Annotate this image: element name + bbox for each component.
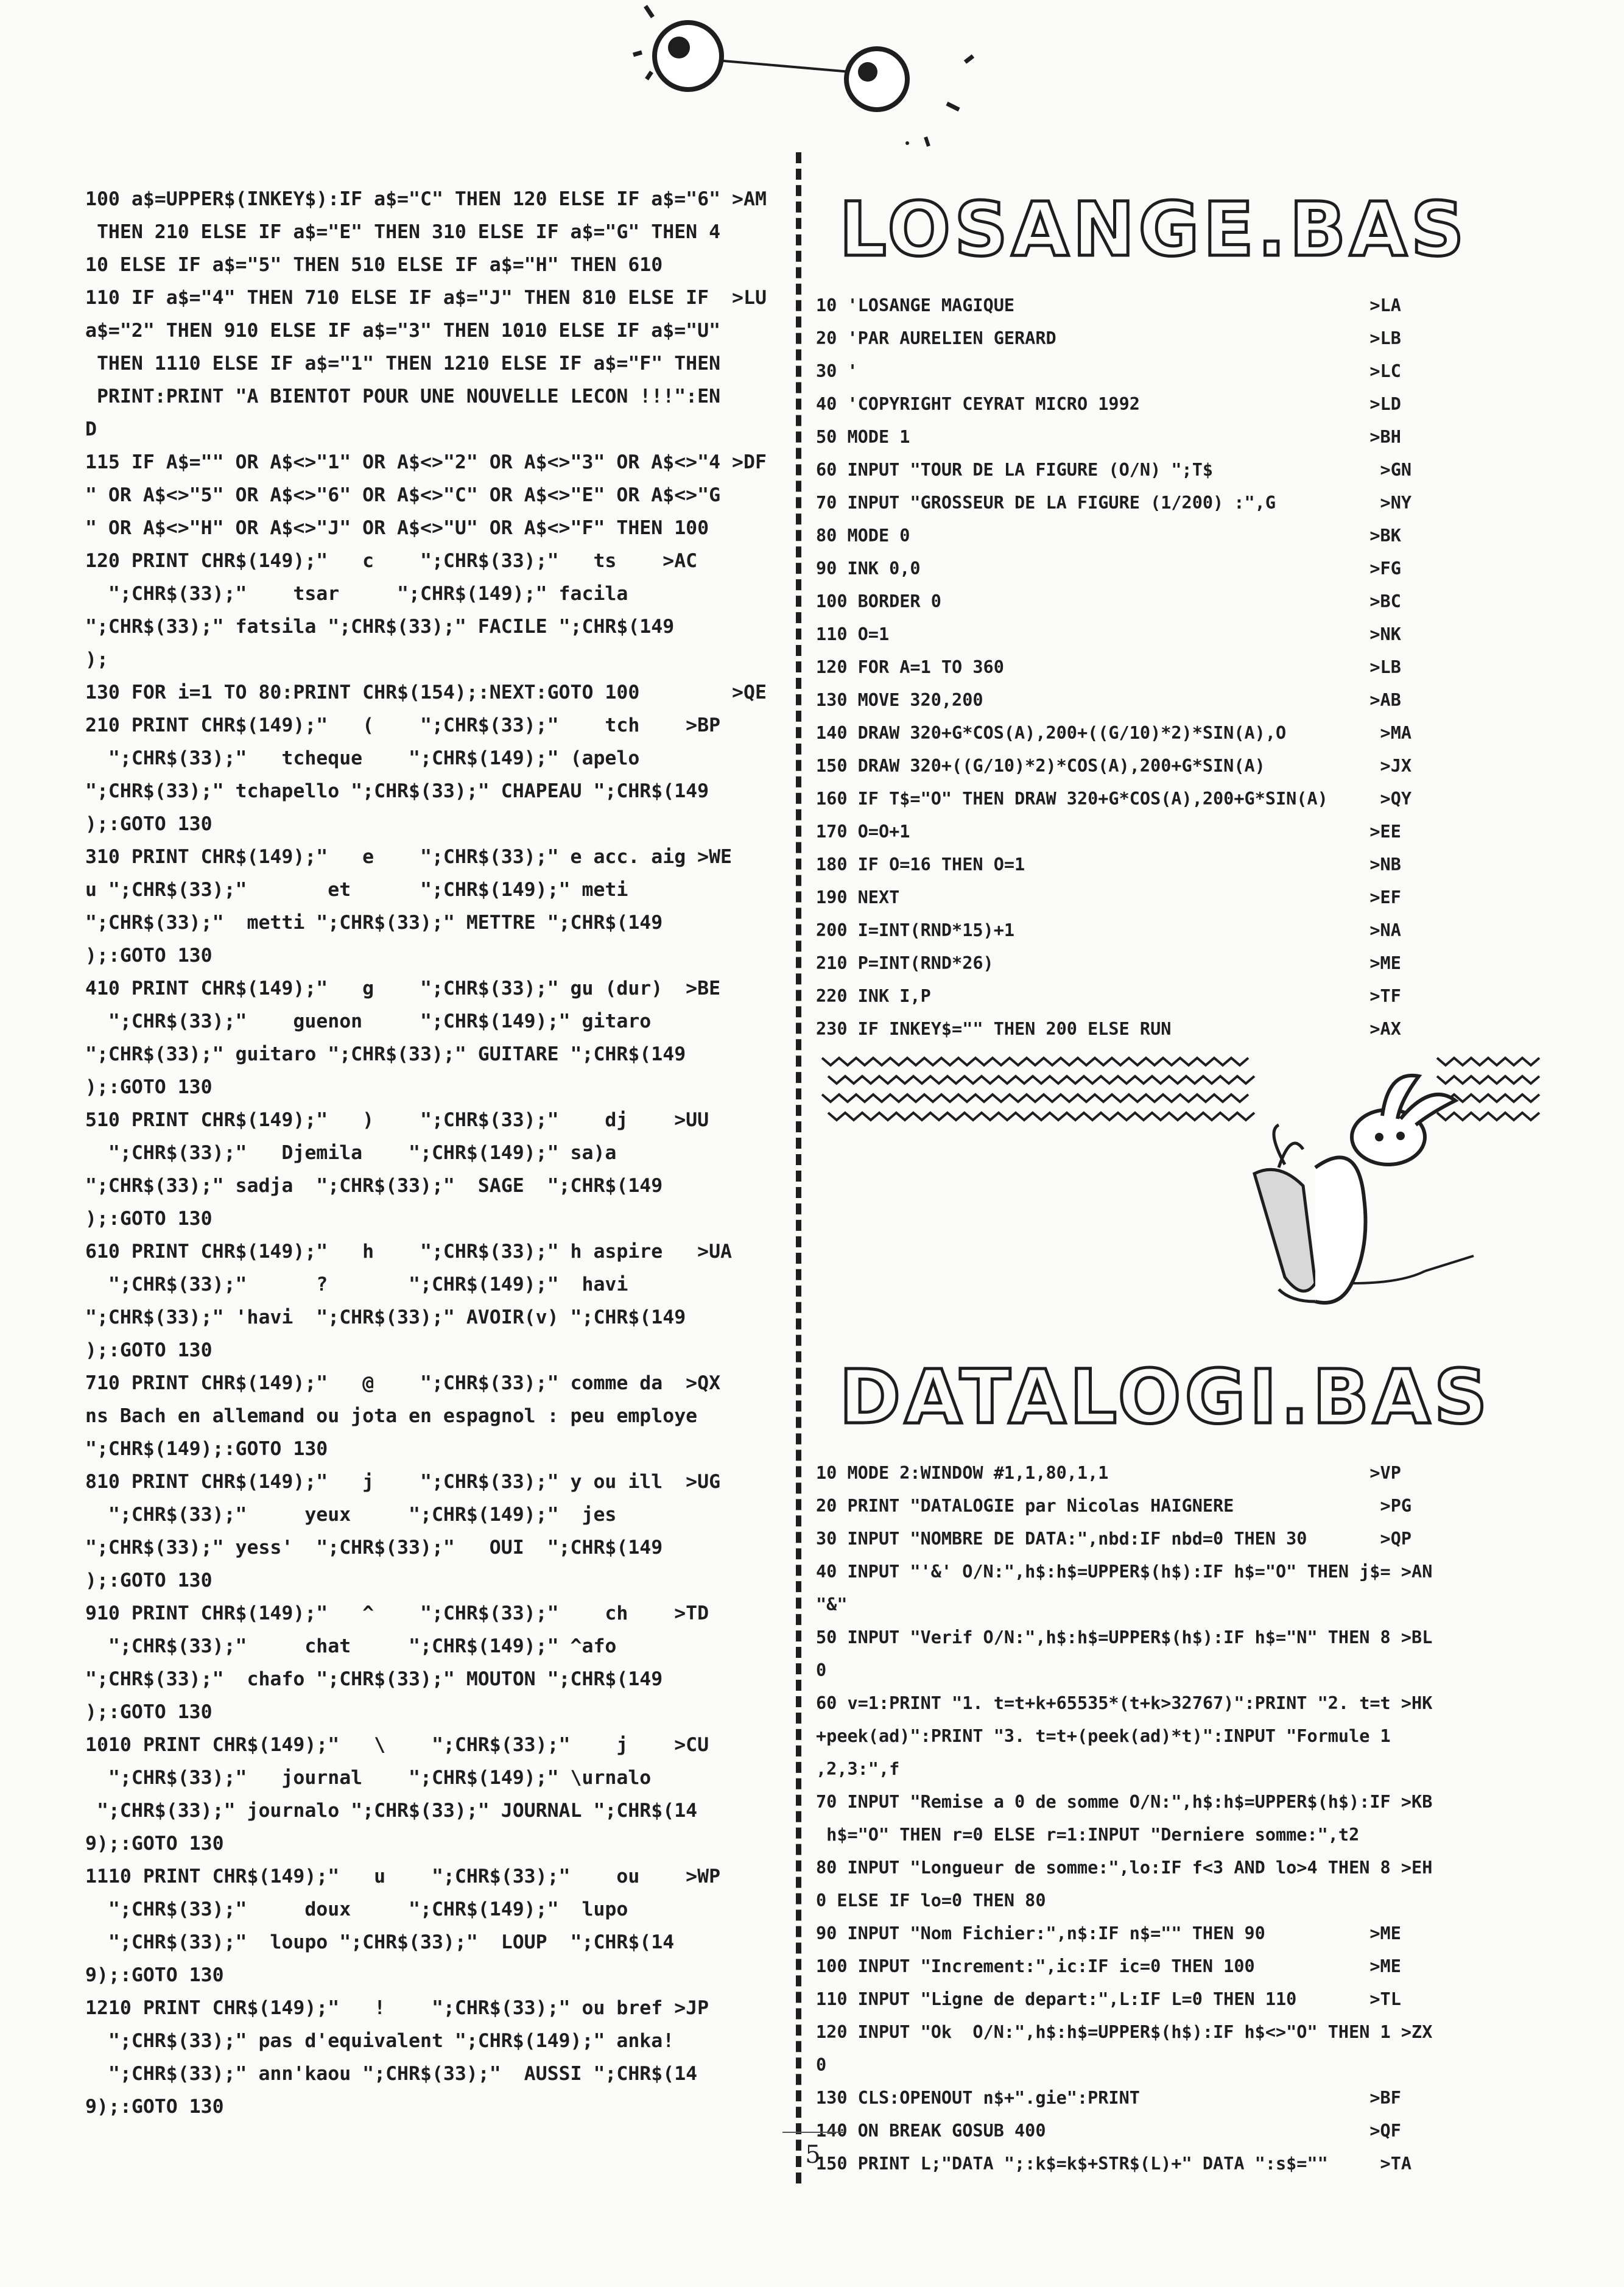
code-line: 910 PRINT CHR$(149);" ^ ";CHR$(33);" ch >TD (85, 1602, 709, 1624)
code-line: ";CHR$(149);:GOTO 130 (85, 1438, 328, 1460)
code-line: 80 MODE 0 >BK (816, 526, 1401, 546)
column-divider (796, 152, 801, 2183)
code-line: 9);:GOTO 130 (85, 1833, 224, 1855)
code-line: ";CHR$(33);" chafo ";CHR$(33);" MOUTON ";CHR$(149 (85, 1668, 663, 1690)
code-line: 200 I=INT(RND*15)+1 >NA (816, 920, 1401, 940)
code-line: 170 O=O+1 >EE (816, 822, 1401, 842)
code-line: " OR A$<>"H" OR A$<>"J" OR A$<>"U" OR A$<>"F" THEN 100 (85, 517, 709, 539)
planets-decoration (609, 0, 986, 152)
code-line: ";CHR$(33);" tchapello ";CHR$(33);" CHAPEAU ";CHR$(149 (85, 780, 709, 802)
code-line: 130 FOR i=1 TO 80:PRINT CHR$(154);:NEXT:GOTO 100 >QE (85, 682, 767, 703)
code-line: 0 (816, 1660, 827, 1680)
code-line: 510 PRINT CHR$(149);" ) ";CHR$(33);" dj >UU (85, 1109, 709, 1131)
code-line: ,2,3:",f (816, 1759, 900, 1779)
code-line: ";CHR$(33);" Djemila ";CHR$(149);" sa)a (85, 1142, 617, 1164)
code-line: ns Bach en allemand ou jota en espagnol : peu employe (85, 1405, 698, 1427)
code-line: 220 INK I,P >TF (816, 986, 1401, 1006)
code-line: 120 PRINT CHR$(149);" c ";CHR$(33);" ts >AC (85, 550, 698, 572)
rabbit-illustration (816, 1046, 1547, 1314)
code-line: 120 FOR A=1 TO 360 >LB (816, 657, 1401, 677)
code-line: 9);:GOTO 130 (85, 2096, 224, 2118)
code-line: 70 INPUT "GROSSEUR DE LA FIGURE (1/200) :",G >NY (816, 493, 1412, 513)
datalogi-title: DATALOGI.BAS (839, 1354, 1491, 1440)
rabbit-carrot-icon (816, 1046, 1547, 1314)
code-line: 30 ' >LC (816, 361, 1401, 381)
code-line: 180 IF O=16 THEN O=1 >NB (816, 855, 1401, 875)
code-line: 10 ELSE IF a$="5" THEN 510 ELSE IF a$="H" THEN 610 (85, 254, 663, 276)
code-line: ";CHR$(33);" pas d'equivalent ";CHR$(149);" anka! (85, 2030, 675, 2052)
code-line: 115 IF A$="" OR A$<>"1" OR A$<>"2" OR A$<>"3" OR A$<>"4 >DF (85, 451, 767, 473)
code-line: 110 IF a$="4" THEN 710 ELSE IF a$="J" THEN 810 ELSE IF >LU (85, 287, 767, 309)
code-line: ";CHR$(33);" sadja ";CHR$(33);" SAGE ";CHR$(149 (85, 1175, 663, 1197)
code-line: ";CHR$(33);" metti ";CHR$(33);" METTRE ";CHR$(149 (85, 912, 663, 934)
code-line: ); (85, 649, 108, 671)
code-line: ";CHR$(33);" guitaro ";CHR$(33);" GUITARE ";CHR$(149 (85, 1043, 686, 1065)
code-line: 100 a$=UPPER$(INKEY$):IF a$="C" THEN 120 ELSE IF a$="6" >AM (85, 188, 767, 210)
code-line: 230 IF INKEY$="" THEN 200 ELSE RUN >AX (816, 1019, 1401, 1039)
code-line: ";CHR$(33);" tsar ";CHR$(149);" facila (85, 583, 628, 605)
code-line: 140 DRAW 320+G*COS(A),200+((G/10)*2)*SIN(A),O >MA (816, 723, 1412, 743)
code-line: );:GOTO 130 (85, 1339, 213, 1361)
code-line: ";CHR$(33);" fatsila ";CHR$(33);" FACILE ";CHR$(149 (85, 616, 675, 638)
code-line: 40 'COPYRIGHT CEYRAT MICRO 1992 >LD (816, 394, 1401, 414)
code-line: a$="2" THEN 910 ELSE IF a$="3" THEN 1010 ELSE IF a$="U" (85, 320, 721, 342)
code-line: 1210 PRINT CHR$(149);" ! ";CHR$(33);" ou bref >JP (85, 1997, 709, 2019)
code-line: THEN 1110 ELSE IF a$="1" THEN 1210 ELSE IF a$="F" THEN (85, 353, 721, 375)
losange-title: LOSANGE.BAS (839, 186, 1468, 273)
code-line: PRINT:PRINT "A BIENTOT POUR UNE NOUVELLE LECON !!!":EN (85, 386, 721, 407)
code-line: ";CHR$(33);" yeux ";CHR$(149);" jes (85, 1504, 617, 1526)
code-line: ";CHR$(33);" journalo ";CHR$(33);" JOURNAL ";CHR$(14 (85, 1800, 698, 1822)
code-line: 70 INPUT "Remise a 0 de somme O/N:",h$:h$=UPPER$(h$):IF >KB (816, 1792, 1433, 1812)
page-number-rule (782, 2132, 843, 2133)
code-line: );:GOTO 130 (85, 813, 213, 835)
code-line: 0 ELSE IF lo=0 THEN 80 (816, 1891, 1046, 1911)
code-line: "&" (816, 1595, 848, 1615)
code-line: );:GOTO 130 (85, 945, 213, 967)
code-line: 100 BORDER 0 >BC (816, 591, 1401, 611)
code-line: 130 CLS:OPENOUT n$+".gie":PRINT >BF (816, 2088, 1401, 2108)
code-line: 610 PRINT CHR$(149);" h ";CHR$(33);" h aspire >UA (85, 1241, 733, 1263)
code-line: ";CHR$(33);" yess' ";CHR$(33);" OUI ";CHR$(149 (85, 1537, 663, 1559)
left-column (85, 183, 776, 2123)
code-line: ";CHR$(33);" chat ";CHR$(149);" ^afo (85, 1635, 617, 1657)
code-line: );:GOTO 130 (85, 1570, 213, 1591)
code-line: h$="O" THEN r=0 ELSE r=1:INPUT "Derniere somme:",t2 (816, 1825, 1360, 1845)
code-line: ";CHR$(33);" ann'kaou ";CHR$(33);" AUSSI ";CHR$(14 (85, 2063, 698, 2085)
code-line: 160 IF T$="O" THEN DRAW 320+G*COS(A),200+G*SIN(A) >QY (816, 789, 1412, 809)
code-line: ";CHR$(33);" guenon ";CHR$(149);" gitaro (85, 1010, 652, 1032)
code-line: 80 INPUT "Longueur de somme:",lo:IF f<3 AND lo>4 THEN 8 >EH (816, 1858, 1433, 1878)
code-line: 310 PRINT CHR$(149);" e ";CHR$(33);" e acc. aig >WE (85, 846, 733, 868)
code-line: 40 INPUT "'&' O/N:",h$:h$=UPPER$(h$):IF h$="O" THEN j$= >AN (816, 1562, 1433, 1582)
code-line: 110 INPUT "Ligne de depart:",L:IF L=0 THEN 110 >TL (816, 1989, 1401, 2009)
datalogi-listing (816, 1457, 1547, 2180)
code-line: 150 PRINT L;"DATA ";:k$=k$+STR$(L)+" DATA ":s$="" >TA (816, 2154, 1412, 2174)
code-line: 810 PRINT CHR$(149);" j ";CHR$(33);" y ou ill >UG (85, 1471, 721, 1493)
code-line: 100 INPUT "Increment:",ic:IF ic=0 THEN 100 >ME (816, 1956, 1401, 1976)
code-line: ";CHR$(33);" loupo ";CHR$(33);" LOUP ";CHR$(14 (85, 1931, 675, 1953)
code-line: 20 PRINT "DATALOGIE par Nicolas HAIGNERE >PG (816, 1496, 1412, 1516)
code-line: 30 INPUT "NOMBRE DE DATA:",nbd:IF nbd=0 THEN 30 >QP (816, 1529, 1412, 1549)
code-line: 210 P=INT(RND*26) >ME (816, 953, 1401, 973)
code-line: 1010 PRINT CHR$(149);" \ ";CHR$(33);" j >CU (85, 1734, 709, 1756)
code-line: 110 O=1 >NK (816, 624, 1401, 644)
code-line: 20 'PAR AURELIEN GERARD >LB (816, 328, 1401, 348)
code-line: );:GOTO 130 (85, 1076, 213, 1098)
right-column (816, 183, 1547, 2180)
code-line: 190 NEXT >EF (816, 887, 1401, 907)
code-line: ";CHR$(33);" tcheque ";CHR$(149);" (apelo (85, 747, 640, 769)
code-line: );:GOTO 130 (85, 1701, 213, 1723)
code-line: 210 PRINT CHR$(149);" ( ";CHR$(33);" tch >BP (85, 714, 721, 736)
page-number: 5 (805, 2141, 821, 2169)
code-line: 710 PRINT CHR$(149);" @ ";CHR$(33);" comme da >QX (85, 1372, 721, 1394)
code-line: D (85, 418, 97, 440)
code-line: 130 MOVE 320,200 >AB (816, 690, 1401, 710)
code-line: " OR A$<>"5" OR A$<>"6" OR A$<>"C" OR A$<>"E" OR A$<>"G (85, 484, 721, 506)
code-line: 50 INPUT "Verif O/N:",h$:h$=UPPER$(h$):IF h$="N" THEN 8 >BL (816, 1627, 1433, 1647)
code-line: ";CHR$(33);" doux ";CHR$(149);" lupo (85, 1898, 628, 1920)
code-line: 90 INK 0,0 >FG (816, 559, 1401, 579)
code-line: 9);:GOTO 130 (85, 1964, 224, 1986)
code-line: 140 ON BREAK GOSUB 400 >QF (816, 2121, 1401, 2141)
code-line: 0 (816, 2055, 827, 2075)
code-line: ";CHR$(33);" journal ";CHR$(149);" \urnalo (85, 1767, 652, 1789)
code-line: 1110 PRINT CHR$(149);" u ";CHR$(33);" ou >WP (85, 1866, 721, 1887)
code-line: 60 INPUT "TOUR DE LA FIGURE (O/N) ";T$ >GN (816, 460, 1412, 480)
code-line: ";CHR$(33);" 'havi ";CHR$(33);" AVOIR(v) ";CHR$(149 (85, 1306, 686, 1328)
code-line: 90 INPUT "Nom Fichier:",n$:IF n$="" THEN 90 >ME (816, 1923, 1401, 1943)
code-line: 50 MODE 1 >BH (816, 427, 1401, 447)
code-line: 150 DRAW 320+((G/10)*2)*COS(A),200+G*SIN(A) >JX (816, 756, 1412, 776)
code-line: +peek(ad)":PRINT "3. t=t+(peek(ad)*t)":INPUT "Formule 1 (816, 1726, 1391, 1746)
basic-listing-left (85, 183, 776, 2123)
code-line: ";CHR$(33);" ? ";CHR$(149);" havi (85, 1274, 628, 1295)
code-line: 10 MODE 2:WINDOW #1,1,80,1,1 >VP (816, 1463, 1401, 1483)
code-line: 410 PRINT CHR$(149);" g ";CHR$(33);" gu (dur) >BE (85, 978, 721, 999)
code-line: THEN 210 ELSE IF a$="E" THEN 310 ELSE IF a$="G" THEN 4 (85, 221, 721, 243)
code-line: 10 'LOSANGE MAGIQUE >LA (816, 295, 1401, 315)
code-line: 120 INPUT "Ok O/N:",h$:h$=UPPER$(h$):IF h$<>"O" THEN 1 >ZX (816, 2022, 1433, 2042)
code-line: 60 v=1:PRINT "1. t=t+k+65535*(t+k>32767)":PRINT "2. t=t >HK (816, 1693, 1433, 1713)
losange-listing (816, 289, 1547, 1046)
code-line: u ";CHR$(33);" et ";CHR$(149);" meti (85, 879, 628, 901)
code-line: );:GOTO 130 (85, 1208, 213, 1230)
